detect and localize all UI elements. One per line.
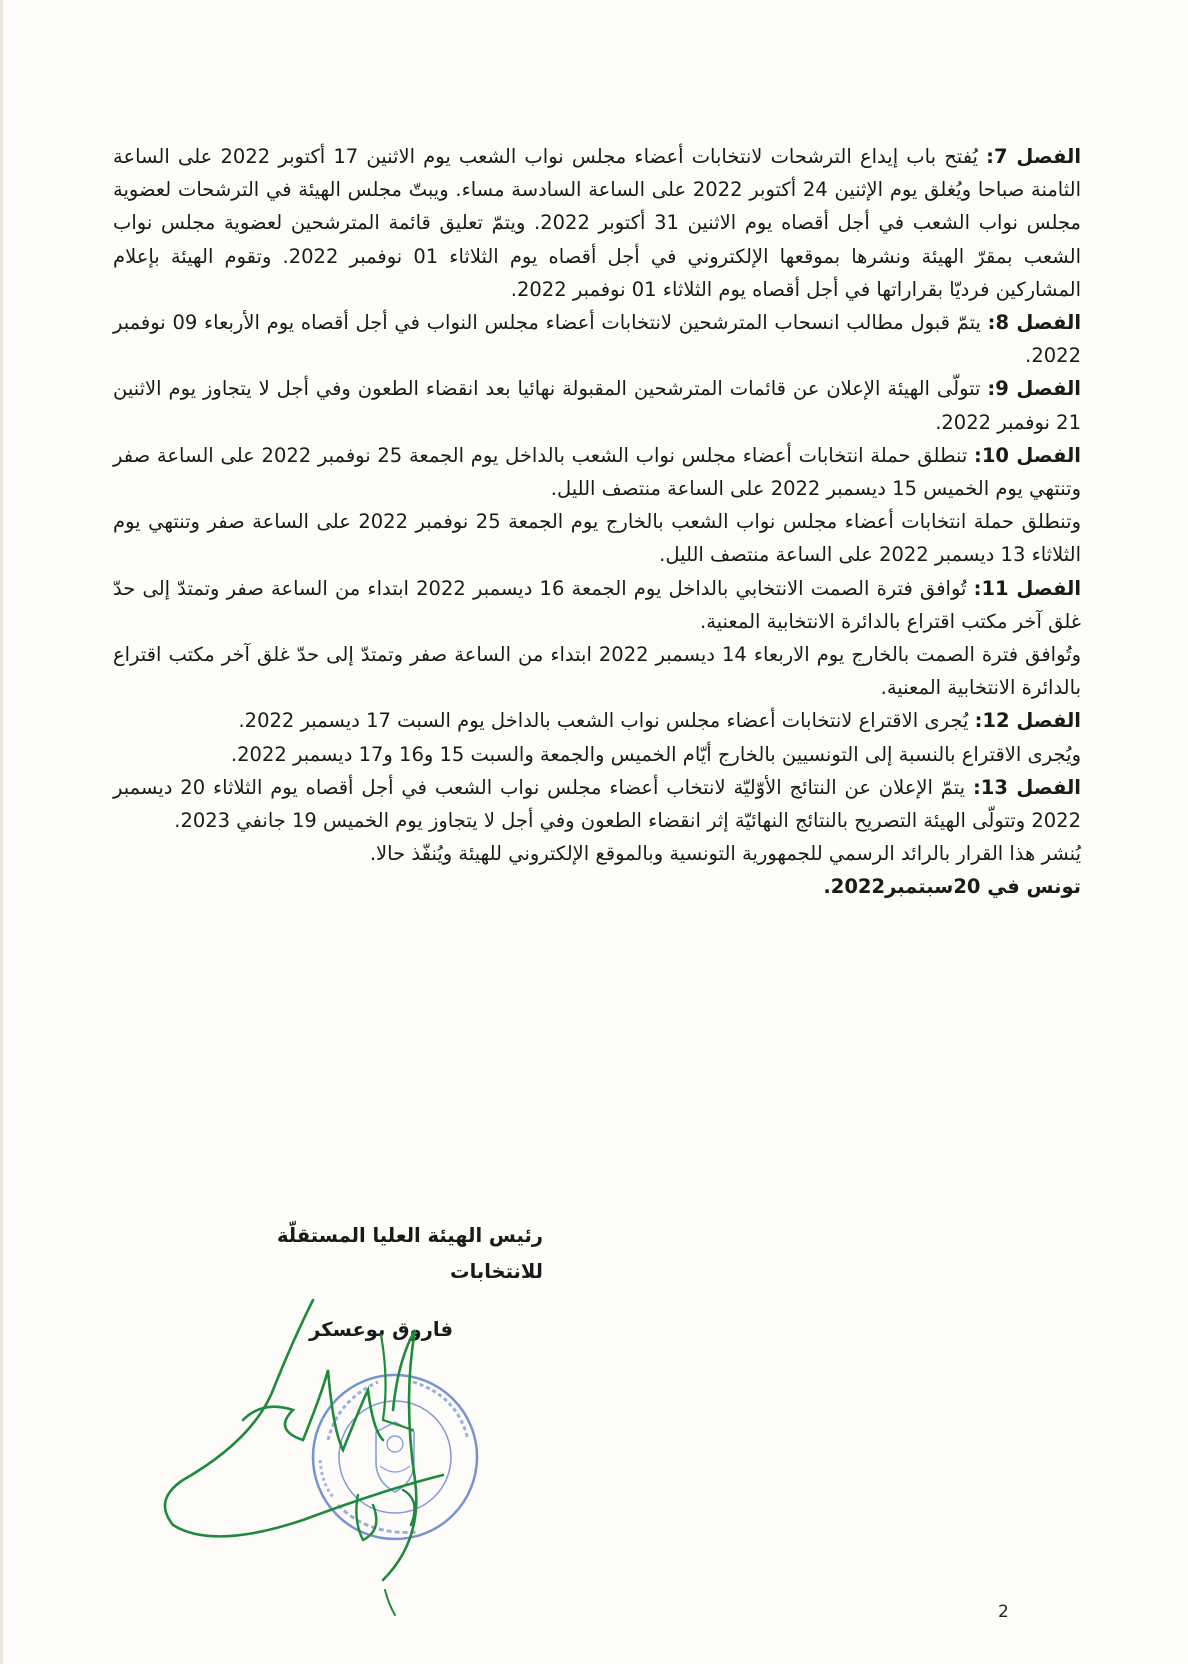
article-10-text: تنطلق حملة انتخابات أعضاء مجلس نواب الشعب بالداخل يوم الجمعة 25 نوفمبر 2022 على الساعة صفر وتنتهي يوم الخميس 15 ديسمبر 2022 على الساعة منتصف الليل. (113, 443, 1081, 501)
article-8-label: الفصل 8: (987, 311, 1081, 335)
article-12-text: يُجرى الاقتراع لانتخابات أعضاء مجلس نواب الشعب بالداخل يوم السبت 17 ديسمبر 2022. (238, 709, 975, 733)
article-8 (113, 306, 1081, 372)
article-13-label: الفصل 13: (972, 775, 1081, 799)
article-12 (113, 704, 1081, 737)
page-number: 2 (998, 1602, 1009, 1622)
article-7 (113, 140, 1081, 306)
place-and-date: تونس في 20سبتمبر2022. (823, 875, 1081, 899)
article-11-label: الفصل 11: (973, 576, 1081, 600)
article-12-abroad: ويُجرى الاقتراع بالنسبة إلى التونسيين بالخارج أيّام الخميس والجمعة والسبت 15 و16 و17 ديسمبر 2022. (230, 742, 1081, 766)
article-11 (113, 572, 1081, 638)
document-body (113, 140, 1081, 904)
handwritten-signature (153, 1280, 483, 1620)
article-7-text: يُفتح باب إيداع الترشحات لانتخابات أعضاء مجلس نواب الشعب يوم الاثنين 17 أكتوبر 2022 على الساعة الثامنة صباحا ويُغلق يوم الإثنين 24 أكتوبر 2022 على الساعة السادسة مساء. ويبتّ مجلس الهيئة في الترشحات لعضوية مجلس نواب الشعب في أجل أقصاه يوم الاثنين 31 أكتوبر 2022. ويتمّ تعليق قائمة المترشحين لعضوية مجلس نواب الشعب بمقرّ الهيئة ونشرها بموقعها الإلكتروني في أجل أقصاه يوم الثلاثاء 01 نوفمبر 2022. وتقوم الهيئة بإعلام المشاركين فرديّا بقراراتها في أجل أقصاه يوم الثلاثاء 01 نوفمبر 2022. (113, 145, 1082, 301)
article-13 (113, 771, 1081, 837)
signatory-title: رئيس الهيئة العليا المستقلّة للانتخابات (276, 1224, 543, 1283)
article-10 (113, 439, 1081, 505)
article-9-label: الفصل 9: (987, 377, 1081, 401)
article-11-text: تُوافق فترة الصمت الانتخابي بالداخل يوم الجمعة 16 ديسمبر 2022 ابتداء من الساعة صفر وتمتدّ إلى حدّ غلق آخر مكتب اقتراع بالدائرة الانتخابية المعنية. (113, 576, 1081, 633)
article-7-label: الفصل 7: (986, 145, 1082, 168)
signatory-name: فاروق بوعسكر (309, 1318, 453, 1341)
article-12-label: الفصل 12: (974, 709, 1081, 733)
publication-clause: يُنشر هذا القرار بالرائد الرسمي للجمهورية التونسية وبالموقع الإلكتروني للهيئة ويُنفّذ حالا. (369, 842, 1081, 866)
article-10-label: الفصل 10: (974, 443, 1081, 467)
article-10-abroad: وتنطلق حملة انتخابات أعضاء مجلس نواب الشعب بالخارج يوم الجمعة 25 نوفمبر 2022 على الساعة صفر وتنتهي يوم الثلاثاء 13 ديسمبر 2022 على الساعة منتصف الليل. (113, 510, 1082, 567)
article-9 (113, 372, 1081, 438)
article-8-text: يتمّ قبول مطالب انسحاب المترشحين لانتخابات أعضاء مجلس النواب في أجل أقصاه يوم الأربعاء 09 نوفمبر 2022. (113, 311, 1081, 368)
article-11-abroad: وتُوافق فترة الصمت بالخارج يوم الاربعاء 14 ديسمبر 2022 ابتداء من الساعة صفر وتمتدّ إلى حدّ غلق آخر مكتب اقتراع بالدائرة الانتخابية المعنية. (113, 643, 1081, 700)
article-9-text: تتولّى الهيئة الإعلان عن قائمات المترشحين المقبولة نهائيا بعد انقضاء الطعون وفي أجل لا يتجاوز يوم الاثنين 21 نوفمبر 2022. (113, 377, 1081, 434)
article-13-text: يتمّ الإعلان عن النتائج الأوّليّة لانتخاب أعضاء مجلس نواب الشعب في أجل أقصاه يوم الثلاثاء 20 ديسمبر 2022 وتتولّى الهيئة التصريح بالنتائج النهائيّة إثر انقضاء الطعون وفي أجل لا يتجاوز يوم الخميس 19 جانفي 2023. (113, 775, 1081, 833)
